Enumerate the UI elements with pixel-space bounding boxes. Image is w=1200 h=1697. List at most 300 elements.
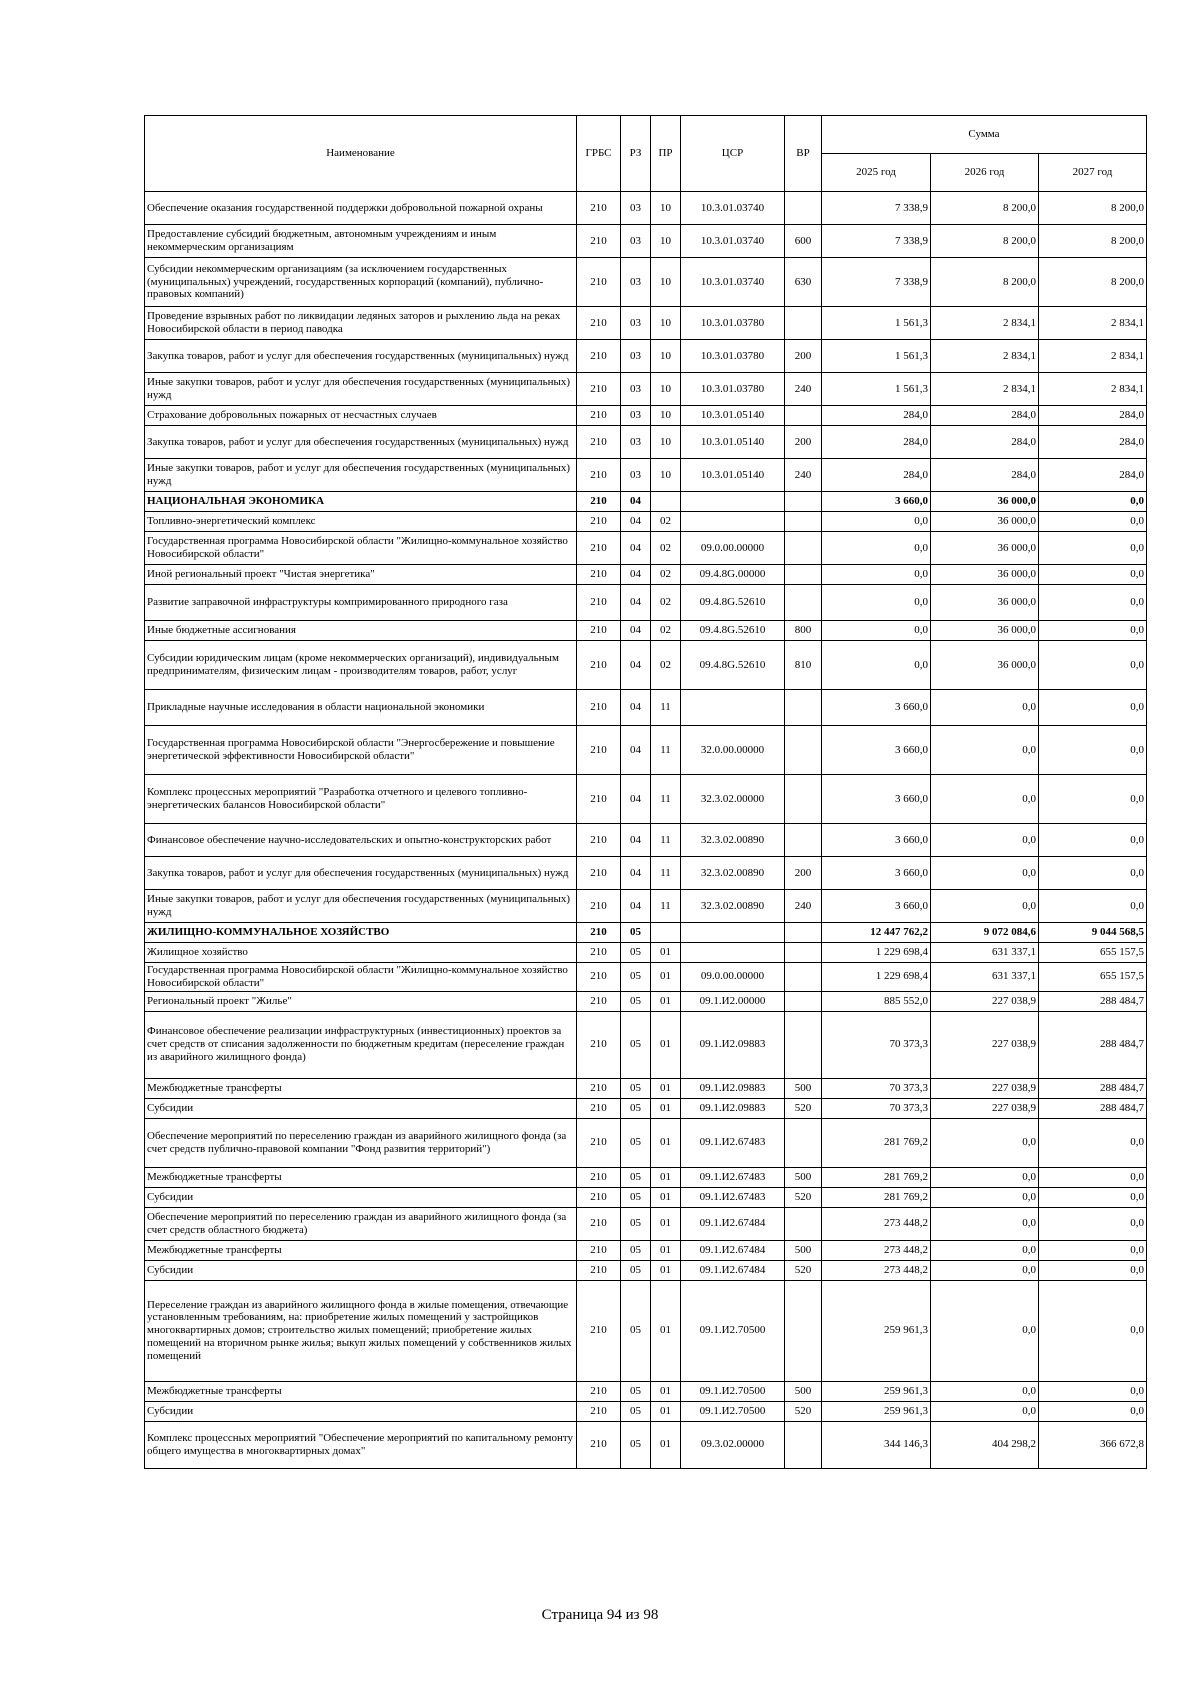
row-rz: 04 [621,532,651,565]
table-row [145,459,1147,492]
row-pr: 01 [651,1098,681,1118]
table-row [145,1401,1147,1421]
row-csr: 10.3.01.05140 [681,459,785,492]
row-rz: 03 [621,406,651,426]
row-csr [681,943,785,963]
row-pr: 01 [651,1207,681,1240]
row-name: Субсидии [145,1260,577,1280]
table-row [145,641,1147,690]
row-pr: 01 [651,1078,681,1098]
table-row [145,1381,1147,1401]
table-row [145,307,1147,340]
row-csr: 10.3.01.03740 [681,258,785,307]
row-csr: 09.1.И2.67484 [681,1240,785,1260]
row-name: Субсидии [145,1401,577,1421]
row-amount-2027: 655 157,5 [1039,943,1147,963]
row-name: Государственная программа Новосибирской области "Энергосбережение и повышение энергетической эффективности Новосибирской области" [145,726,577,775]
row-amount-2025: 259 961,3 [822,1401,931,1421]
row-name: Субсидии некоммерческим организациям (за исключением государственных (муниципальных) учреждений, государственных корпораций (компаний), публично-правовых компаний) [145,258,577,307]
row-vr [785,1118,822,1167]
row-name: Закупка товаров, работ и услуг для обеспечения государственных (муниципальных) нужд [145,426,577,459]
row-pr: 10 [651,340,681,373]
row-pr: 11 [651,775,681,824]
row-amount-2025: 259 961,3 [822,1381,931,1401]
table-row [145,621,1147,641]
row-csr: 09.4.8G.00000 [681,565,785,585]
row-amount-2027: 0,0 [1039,824,1147,857]
row-amount-2027: 0,0 [1039,775,1147,824]
row-vr [785,943,822,963]
table-row [145,1421,1147,1468]
row-vr [785,1280,822,1381]
table-row [145,943,1147,963]
row-name: Иные бюджетные ассигнования [145,621,577,641]
table-row [145,1167,1147,1187]
row-rz: 05 [621,1421,651,1468]
header-pr: ПР [651,116,681,192]
row-pr: 11 [651,824,681,857]
row-name: Закупка товаров, работ и услуг для обеспечения государственных (муниципальных) нужд [145,857,577,890]
row-amount-2026: 2 834,1 [931,307,1039,340]
row-rz: 05 [621,1401,651,1421]
row-amount-2027: 0,0 [1039,492,1147,512]
row-amount-2025: 3 660,0 [822,690,931,726]
row-grbs: 210 [577,857,621,890]
row-amount-2026: 36 000,0 [931,532,1039,565]
row-pr: 11 [651,890,681,923]
row-amount-2025: 284,0 [822,426,931,459]
row-grbs: 210 [577,426,621,459]
row-rz: 04 [621,890,651,923]
row-amount-2026: 9 072 084,6 [931,923,1039,943]
row-grbs: 210 [577,406,621,426]
row-csr: 09.1.И2.70500 [681,1401,785,1421]
row-grbs: 210 [577,963,621,992]
row-vr: 240 [785,373,822,406]
row-amount-2026: 0,0 [931,1381,1039,1401]
table-row [145,1011,1147,1078]
row-vr: 520 [785,1260,822,1280]
row-csr: 09.1.И2.09883 [681,1098,785,1118]
row-csr [681,512,785,532]
row-vr: 200 [785,426,822,459]
row-vr [785,991,822,1011]
table-row [145,1207,1147,1240]
row-amount-2027: 0,0 [1039,1118,1147,1167]
row-rz: 04 [621,512,651,532]
row-pr: 10 [651,459,681,492]
table-row [145,963,1147,992]
row-amount-2025: 3 660,0 [822,775,931,824]
table-body [145,192,1147,1469]
row-pr [651,923,681,943]
table-row [145,373,1147,406]
row-rz: 05 [621,1381,651,1401]
row-csr: 10.3.01.05140 [681,406,785,426]
row-name: Прикладные научные исследования в области национальной экономики [145,690,577,726]
row-pr: 01 [651,963,681,992]
row-rz: 04 [621,775,651,824]
row-vr [785,1421,822,1468]
row-pr: 10 [651,225,681,258]
row-amount-2026: 36 000,0 [931,492,1039,512]
table-row [145,1240,1147,1260]
row-amount-2026: 227 038,9 [931,1011,1039,1078]
row-amount-2025: 3 660,0 [822,726,931,775]
row-amount-2025: 70 373,3 [822,1011,931,1078]
row-amount-2027: 288 484,7 [1039,1098,1147,1118]
row-grbs: 210 [577,890,621,923]
row-vr [785,1011,822,1078]
row-pr: 10 [651,307,681,340]
row-name: Субсидии [145,1187,577,1207]
row-pr: 02 [651,565,681,585]
row-amount-2027: 0,0 [1039,857,1147,890]
row-pr: 10 [651,258,681,307]
row-rz: 04 [621,726,651,775]
budget-table [144,115,1147,1469]
row-amount-2027: 0,0 [1039,621,1147,641]
row-grbs: 210 [577,824,621,857]
row-csr: 09.1.И2.67483 [681,1167,785,1187]
row-grbs: 210 [577,923,621,943]
row-vr [785,824,822,857]
row-csr: 32.0.00.00000 [681,726,785,775]
row-grbs: 210 [577,1240,621,1260]
row-amount-2027: 0,0 [1039,1260,1147,1280]
row-pr: 01 [651,1187,681,1207]
row-pr: 02 [651,621,681,641]
row-amount-2027: 288 484,7 [1039,1078,1147,1098]
row-amount-2026: 0,0 [931,1118,1039,1167]
row-amount-2027: 0,0 [1039,1280,1147,1381]
row-name: ЖИЛИЩНО-КОММУНАЛЬНОЕ ХОЗЯЙСТВО [145,923,577,943]
row-csr: 09.1.И2.67483 [681,1187,785,1207]
row-rz: 04 [621,585,651,621]
row-grbs: 210 [577,512,621,532]
table-row [145,923,1147,943]
row-amount-2027: 288 484,7 [1039,991,1147,1011]
row-vr [785,775,822,824]
row-vr [785,565,822,585]
row-csr: 09.3.02.00000 [681,1421,785,1468]
row-grbs: 210 [577,307,621,340]
row-amount-2027: 2 834,1 [1039,373,1147,406]
row-amount-2026: 8 200,0 [931,192,1039,225]
row-pr: 01 [651,1118,681,1167]
table-row [145,1187,1147,1207]
row-amount-2026: 631 337,1 [931,943,1039,963]
row-amount-2025: 3 660,0 [822,857,931,890]
row-grbs: 210 [577,1187,621,1207]
row-amount-2026: 0,0 [931,775,1039,824]
table-row [145,726,1147,775]
row-amount-2026: 0,0 [931,1280,1039,1381]
row-csr: 09.1.И2.09883 [681,1078,785,1098]
row-amount-2026: 36 000,0 [931,585,1039,621]
row-rz: 05 [621,1118,651,1167]
table-row [145,824,1147,857]
row-amount-2025: 0,0 [822,621,931,641]
row-amount-2025: 1 561,3 [822,340,931,373]
row-vr [785,1207,822,1240]
row-rz: 03 [621,258,651,307]
row-amount-2025: 12 447 762,2 [822,923,931,943]
row-amount-2026: 631 337,1 [931,963,1039,992]
row-csr: 32.3.02.00890 [681,857,785,890]
row-amount-2025: 273 448,2 [822,1207,931,1240]
row-amount-2025: 0,0 [822,532,931,565]
table-row [145,690,1147,726]
row-pr: 02 [651,532,681,565]
row-amount-2025: 0,0 [822,565,931,585]
row-amount-2025: 885 552,0 [822,991,931,1011]
row-pr: 01 [651,943,681,963]
row-csr: 10.3.01.03740 [681,192,785,225]
row-rz: 04 [621,690,651,726]
row-vr: 630 [785,258,822,307]
row-amount-2025: 70 373,3 [822,1078,931,1098]
table-row [145,991,1147,1011]
header-vr: ВР [785,116,822,192]
table-row [145,1098,1147,1118]
row-csr: 09.0.00.00000 [681,532,785,565]
row-rz: 03 [621,426,651,459]
row-vr [785,492,822,512]
row-vr: 500 [785,1167,822,1187]
row-amount-2025: 284,0 [822,459,931,492]
row-vr: 200 [785,857,822,890]
row-csr: 09.1.И2.67484 [681,1207,785,1240]
row-amount-2027: 0,0 [1039,565,1147,585]
header-name: Наименование [145,116,577,192]
row-name: Межбюджетные трансферты [145,1240,577,1260]
row-csr: 09.4.8G.52610 [681,621,785,641]
row-amount-2026: 0,0 [931,1240,1039,1260]
row-pr: 11 [651,726,681,775]
row-name: Региональный проект "Жилье" [145,991,577,1011]
row-amount-2026: 0,0 [931,726,1039,775]
row-amount-2026: 0,0 [931,1167,1039,1187]
row-name: Государственная программа Новосибирской области "Жилищно-коммунальное хозяйство Новосибирской области" [145,532,577,565]
row-amount-2025: 70 373,3 [822,1098,931,1118]
table-row [145,585,1147,621]
table-row [145,857,1147,890]
row-amount-2025: 281 769,2 [822,1118,931,1167]
row-name: Государственная программа Новосибирской области "Жилищно-коммунальное хозяйство Новосибирской области" [145,963,577,992]
row-amount-2025: 284,0 [822,406,931,426]
row-csr: 32.3.02.00000 [681,775,785,824]
row-amount-2026: 227 038,9 [931,1078,1039,1098]
row-grbs: 210 [577,1381,621,1401]
row-amount-2027: 8 200,0 [1039,225,1147,258]
row-rz: 05 [621,1078,651,1098]
row-vr: 500 [785,1381,822,1401]
row-amount-2027: 284,0 [1039,459,1147,492]
row-csr: 09.1.И2.00000 [681,991,785,1011]
row-name: Обеспечение мероприятий по переселению граждан из аварийного жилищного фонда (за счет средств публично-правовой компании "Фонд развития территорий") [145,1118,577,1167]
row-amount-2025: 281 769,2 [822,1187,931,1207]
table-row [145,532,1147,565]
row-amount-2025: 1 229 698,4 [822,963,931,992]
row-vr [785,192,822,225]
row-vr [785,585,822,621]
row-amount-2025: 273 448,2 [822,1260,931,1280]
row-amount-2025: 3 660,0 [822,824,931,857]
row-rz: 05 [621,1011,651,1078]
row-pr: 11 [651,690,681,726]
row-vr [785,923,822,943]
row-amount-2027: 284,0 [1039,406,1147,426]
row-amount-2027: 0,0 [1039,1187,1147,1207]
row-rz: 04 [621,857,651,890]
row-rz: 05 [621,991,651,1011]
row-rz: 04 [621,565,651,585]
row-grbs: 210 [577,492,621,512]
row-rz: 05 [621,943,651,963]
row-name: НАЦИОНАЛЬНАЯ ЭКОНОМИКА [145,492,577,512]
row-grbs: 210 [577,1421,621,1468]
row-name: Проведение взрывных работ по ликвидации ледяных заторов и рыхлению льда на реках Новосибирской области в период паводка [145,307,577,340]
row-amount-2027: 8 200,0 [1039,192,1147,225]
row-amount-2026: 284,0 [931,406,1039,426]
row-amount-2025: 273 448,2 [822,1240,931,1260]
row-grbs: 210 [577,1260,621,1280]
row-amount-2025: 0,0 [822,585,931,621]
row-amount-2026: 227 038,9 [931,991,1039,1011]
row-pr: 10 [651,373,681,406]
row-amount-2026: 2 834,1 [931,373,1039,406]
row-name: Комплекс процессных мероприятий "Разработка отчетного и целевого топливно-энергетических балансов Новосибирской области" [145,775,577,824]
row-name: Финансовое обеспечение научно-исследовательских и опытно-конструкторских работ [145,824,577,857]
row-grbs: 210 [577,1118,621,1167]
row-rz: 05 [621,1280,651,1381]
row-csr: 09.0.00.00000 [681,963,785,992]
row-grbs: 210 [577,459,621,492]
table-row [145,1260,1147,1280]
row-vr: 200 [785,340,822,373]
row-amount-2027: 0,0 [1039,532,1147,565]
row-pr: 02 [651,512,681,532]
row-amount-2026: 8 200,0 [931,258,1039,307]
row-csr: 09.1.И2.67484 [681,1260,785,1280]
row-vr: 520 [785,1187,822,1207]
table-row [145,225,1147,258]
table-row [145,258,1147,307]
row-name: Межбюджетные трансферты [145,1078,577,1098]
row-pr: 01 [651,1280,681,1381]
row-rz: 03 [621,192,651,225]
row-amount-2026: 0,0 [931,857,1039,890]
table-row [145,340,1147,373]
row-amount-2025: 7 338,9 [822,258,931,307]
row-rz: 03 [621,459,651,492]
row-amount-2027: 288 484,7 [1039,1011,1147,1078]
row-grbs: 210 [577,1280,621,1381]
row-grbs: 210 [577,1207,621,1240]
row-amount-2026: 2 834,1 [931,340,1039,373]
row-amount-2027: 284,0 [1039,426,1147,459]
row-vr [785,307,822,340]
row-rz: 03 [621,340,651,373]
row-pr: 10 [651,426,681,459]
row-amount-2027: 0,0 [1039,726,1147,775]
row-name: Страхование добровольных пожарных от несчастных случаев [145,406,577,426]
row-amount-2026: 0,0 [931,1207,1039,1240]
row-amount-2027: 2 834,1 [1039,307,1147,340]
row-vr: 240 [785,890,822,923]
row-grbs: 210 [577,373,621,406]
row-grbs: 210 [577,1401,621,1421]
row-vr [785,726,822,775]
row-csr: 09.1.И2.70500 [681,1280,785,1381]
table-row [145,1280,1147,1381]
row-rz: 05 [621,1240,651,1260]
row-csr: 09.4.8G.52610 [681,641,785,690]
row-amount-2025: 1 561,3 [822,307,931,340]
row-amount-2027: 0,0 [1039,890,1147,923]
row-rz: 05 [621,1098,651,1118]
table-row [145,1078,1147,1098]
row-rz: 04 [621,492,651,512]
row-name: Иные закупки товаров, работ и услуг для обеспечения государственных (муниципальных) нужд [145,890,577,923]
row-rz: 04 [621,641,651,690]
row-pr: 02 [651,641,681,690]
row-name: Межбюджетные трансферты [145,1381,577,1401]
row-rz: 05 [621,1207,651,1240]
row-amount-2025: 7 338,9 [822,192,931,225]
row-grbs: 210 [577,1098,621,1118]
row-amount-2026: 284,0 [931,426,1039,459]
row-grbs: 210 [577,943,621,963]
row-csr: 10.3.01.03780 [681,307,785,340]
row-name: Жилищное хозяйство [145,943,577,963]
table-row [145,492,1147,512]
row-csr: 09.1.И2.09883 [681,1011,785,1078]
header-csr: ЦСР [681,116,785,192]
header-grbs: ГРБС [577,116,621,192]
row-amount-2026: 36 000,0 [931,565,1039,585]
row-name: Субсидии юридическим лицам (кроме некоммерческих организаций), индивидуальным предпринимателям, физическим лицам - производителям товаров, работ, услуг [145,641,577,690]
row-amount-2027: 2 834,1 [1039,340,1147,373]
row-grbs: 210 [577,192,621,225]
row-pr: 10 [651,406,681,426]
page-number: Страница 94 из 98 [541,1607,659,1623]
row-rz: 04 [621,824,651,857]
row-csr [681,923,785,943]
table-row [145,775,1147,824]
row-csr: 10.3.01.03780 [681,373,785,406]
row-amount-2027: 9 044 568,5 [1039,923,1147,943]
row-amount-2027: 0,0 [1039,585,1147,621]
row-amount-2025: 3 660,0 [822,492,931,512]
row-amount-2025: 0,0 [822,641,931,690]
row-amount-2027: 0,0 [1039,1401,1147,1421]
row-csr [681,690,785,726]
row-amount-2025: 344 146,3 [822,1421,931,1468]
row-grbs: 210 [577,690,621,726]
row-grbs: 210 [577,585,621,621]
row-grbs: 210 [577,726,621,775]
row-grbs: 210 [577,1167,621,1187]
row-amount-2026: 227 038,9 [931,1098,1039,1118]
row-vr: 600 [785,225,822,258]
row-pr: 01 [651,991,681,1011]
row-grbs: 210 [577,225,621,258]
row-rz: 03 [621,307,651,340]
row-rz: 05 [621,963,651,992]
row-pr: 10 [651,192,681,225]
